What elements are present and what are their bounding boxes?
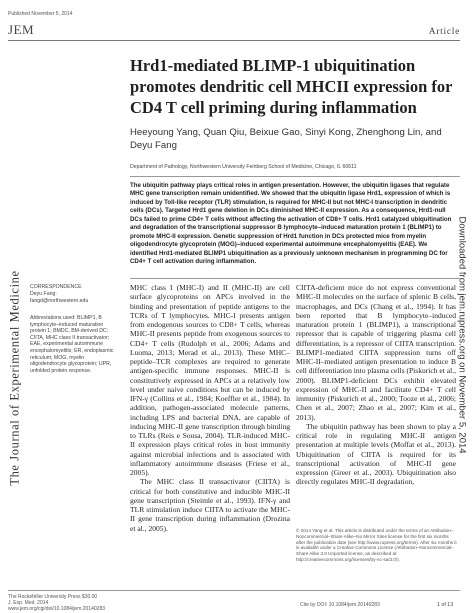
journal-name-vertical [5, 270, 25, 486]
article-title: Hrd1-mediated BLIMP-1 ubiquitination promotes dendritic cell MHCII expression for CD4 T cell priming during inflammation [130, 56, 453, 117]
correspondence-name: Deyu Fang: [30, 291, 57, 297]
copyright-license-note: © 2014 Yang et al. This article is distributed under the terms of an Attribution–Noncommercial–Share Alike–No Mirror Sites license for the first six months after the publication date (see http://www.rupress.org/terms). After six months it is available under a Creative Commons License (Attribution–Noncommercial–Share Alike 3.0 Unported license, as described at http://creativecommons.org/licenses/by-nc-sa/3.0/). [296, 528, 457, 562]
correspondence-heading: CORRESPONDENCE [30, 284, 82, 290]
correspondence-email-link[interactable]: fangd@northwestern.edu [30, 298, 89, 304]
journal-logo: JEM [8, 22, 35, 37]
header-divider [8, 40, 460, 41]
body-paragraph: CIITA-deficient mice do not express conventional MHC-II molecules on the surface of splenic B cells, macrophages, and DCs (Chang et al., 1994). It has been reported that B lymphocyte–induced maturation protein 1 (BLIMP1), a transcriptional repressor that is capable of triggering plasma cell differentiation, is a repressor of CIITA transcription. BLIMP1-mediated CIITA suppression turns off MHC-II–mediated antigen presentation to induce B cell differentiation into plasma cells (Piskurich et al., 2000). BLIMP1-deficient DCs exhibit elevated expression of MHC-II and facilitate CD4+ T cell immunity (Piskurich et al., 2000; Tooze et al., 2006; Chen et al., 2007; Zhao et al., 2007; Kim et al., 2013). [296, 283, 456, 422]
download-note-text[interactable]: Downloaded from jem.rupress.org on November 5, 2014 [456, 216, 468, 454]
footer-divider [8, 590, 460, 591]
abstract-divider [130, 278, 460, 279]
footer-doi-link[interactable]: www.jem.org/cgi/doi/10.1084/jem.20140283 [8, 606, 106, 612]
journal-name-text: The Journal of Experimental Medicine [7, 270, 22, 486]
page-number: 1 of 13 [437, 602, 454, 608]
footer-cite-doi: Cite by DOI: 10.1084/jem.20140283 [300, 602, 380, 608]
body-column-right [296, 283, 456, 487]
affiliation-divider [130, 176, 460, 177]
abstract: The ubiquitin pathway plays critical roles in antigen presentation. However, the ubiquitin ligases that regulate MHC gene transcription remain unidentified. We showed that the ubiquitin ligase Hrd1, expression of which is induced by Toll-like receptor (TLR) stimulation, is required for MHC-II but not MHC-I transcription in dendritic cells (DCs). Targeted Hrd1 gene deletion in DCs diminished MHC-II expression. As a consequence, Hrd1-null DCs failed to prime CD4+ T cells without affecting the activation of CD8+ T cells. Hrd1 catalyzed ubiquitination and degradation of the transcriptional suppressor B lymphocyte–induced maturation protein 1 (BLIMP1) to promote MHC-II expression. Genetic suppression of Hrd1 function in DCs protected mice from myelin oligodendrocyte glycoprotein (MOG)–induced experimental autoimmune encephalomyelitis (EAE). We identified Hrd1-mediated BLIMP1 ubiquitination as a previously unknown mechanism in programming DC for CD4+ T cell activation during inflammation. [130, 182, 452, 266]
body-column-left [130, 283, 290, 533]
footer-issue: J. Exp. Med. 2014 [8, 600, 49, 606]
author-list: Heeyoung Yang, Quan Qiu, Beixue Gao, Sinyi Kong, Zhenghong Lin, and Deyu Fang [130, 127, 442, 151]
abbreviations-note: Abbreviations used: BLIMP1, B lymphocyte–induced maturation protein 1; BMDC, BM-derived DC; CIITA, MHC class II transactivator; EAE, experimental autoimmune encephalomyelitis; ER, endoplasmic reticulum; MOG, myelin oligodendrocyte glycoprotein; UPR, unfolded protein response. [30, 315, 114, 374]
published-date: Published November 5, 2014 [8, 11, 73, 17]
body-paragraph: The MHC class II transactivator (CIITA) is critical for both constitutive and inducible MHC-II gene transcription (Steimle et al., 1993). IFN-γ and TLR stimulation induce CIITA to activate the MHC-II gene transcription during inflammation (Drozina et al., 2005). [130, 477, 290, 533]
body-paragraph: The ubiquitin pathway has been shown to play a critical role in regulating MHC-II antigen presentation at multiple levels (Moffat et al., 2013). Ubiquitination of CIITA is required for its transcriptional activation of MHC-II gene expression (Greer et al., 2003). Ubiquitination also directly regulates MHC-II degradation, [296, 421, 456, 487]
article-type-label: Article [428, 27, 460, 37]
affiliation: Department of Pathology, Northwestern University Feinberg School of Medicine, Chicago, IL 60611 [130, 164, 357, 170]
footer-publisher: The Rockefeller University Press $30.00 [8, 594, 98, 600]
body-paragraph: MHC class I (MHC-I) and II (MHC-II) are cell surface glycoproteins on APCs involved in the binding and presentation of peptide antigens to the TCRs of T lymphocytes. MHC-I presents antigen from endogenous sources to CD8+ T cells, whereas MHC-II presents peptide from exogenous sources to CD4+ T cells (Rudolph et al., 2006; Adams and Luoma, 2013; Merad et al., 2013). These MHC–peptide–TCR complexes are required to generate antigen-specific immune responses. MHC-II is constitutively expressed in APCs at a relatively low level under naive conditions but can be induced by IFN-γ (Collins et al., 1984; Koeffler et al., 1984). In addition, pathogen-associated molecule patterns, including LPS and bacterial DNA, are capable of inducing MHC-II gene transcription through binding to TLRs (Reis e Sousa, 2004). TLR-induced MHC-II expression plays critical roles in host immunity against microbial infections and is associated with inflammatory autoimmune diseases (Friese et al., 2005). [130, 283, 290, 477]
